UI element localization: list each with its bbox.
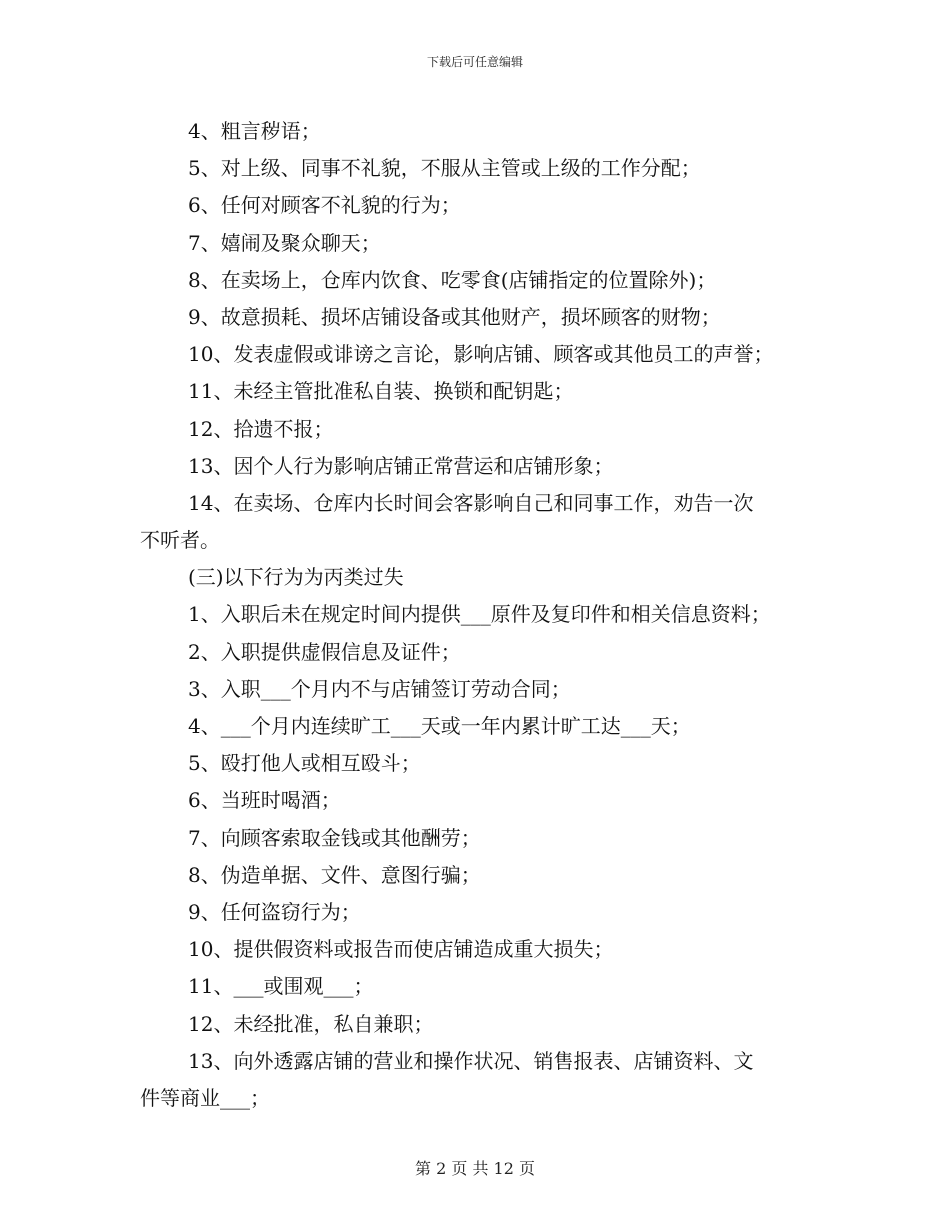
list-item: 8、伪造单据、文件、意图行骗； [188, 862, 481, 887]
list-item: 10、提供假资料或报告而使店铺造成重大损失； [188, 937, 614, 962]
list-item: 12、未经批准，私自兼职； [188, 1011, 434, 1036]
list-item: 13、向外透露店铺的营业和操作状况、销售报表、店铺资料、文 [188, 1048, 754, 1073]
list-item: 10、发表虚假或诽谤之言论，影响店铺、顾客或其他员工的声誉； [188, 342, 774, 367]
list-item: 6、任何对顾客不礼貌的行为； [188, 193, 461, 218]
list-item: 11、未经主管批准私自装、换锁和配钥匙； [188, 379, 574, 404]
list-item: 7、向顾客索取金钱或其他酬劳； [188, 825, 481, 850]
list-item: 11、___或围观___； [188, 974, 374, 999]
list-item: 4、___个月内连续旷工___天或一年内累计旷工达___天； [188, 714, 691, 738]
page-header: 下载后可任意编辑 [426, 55, 523, 69]
list-item: 9、任何盗窃行为； [188, 899, 361, 924]
list-item: 1、入职后未在规定时间内提供___原件及复印件和相关信息资料； [188, 602, 771, 627]
list-item: 9、故意损耗、损坏店铺设备或其他财产，损坏顾客的财物； [188, 304, 721, 329]
list-item: 7、嬉闹及聚众聊天； [188, 230, 381, 255]
list-item: 3、入职___个月内不与店铺签订劳动合同； [188, 676, 571, 701]
list-item: 2、入职提供虚假信息及证件； [188, 639, 461, 664]
list-item: 13、因个人行为影响店铺正常营运和店铺形象； [188, 453, 614, 478]
section-heading: (三)以下行为为丙类过失 [188, 565, 404, 590]
list-item: 12、拾遗不报； [188, 416, 334, 441]
list-item: 6、当班时喝酒； [188, 788, 341, 813]
list-item: 8、在卖场上，仓库内饮食、吃零食(店铺指定的位置除外)； [188, 267, 717, 292]
list-item: 5、殴打他人或相互殴斗； [188, 751, 421, 776]
list-item-continuation: 件等商业___； [140, 1085, 270, 1110]
list-item: 4、粗言秽语； [188, 119, 321, 143]
document-body [140, 113, 810, 1117]
list-item: 5、对上级、同事不礼貌，不服从主管或上级的工作分配； [188, 156, 701, 181]
page-footer: 第 2 页 共 12 页 [415, 1159, 535, 1178]
list-item-continuation: 不听者。 [140, 528, 220, 553]
list-item: 14、在卖场、仓库内长时间会客影响自己和同事工作，劝告一次 [188, 490, 754, 515]
